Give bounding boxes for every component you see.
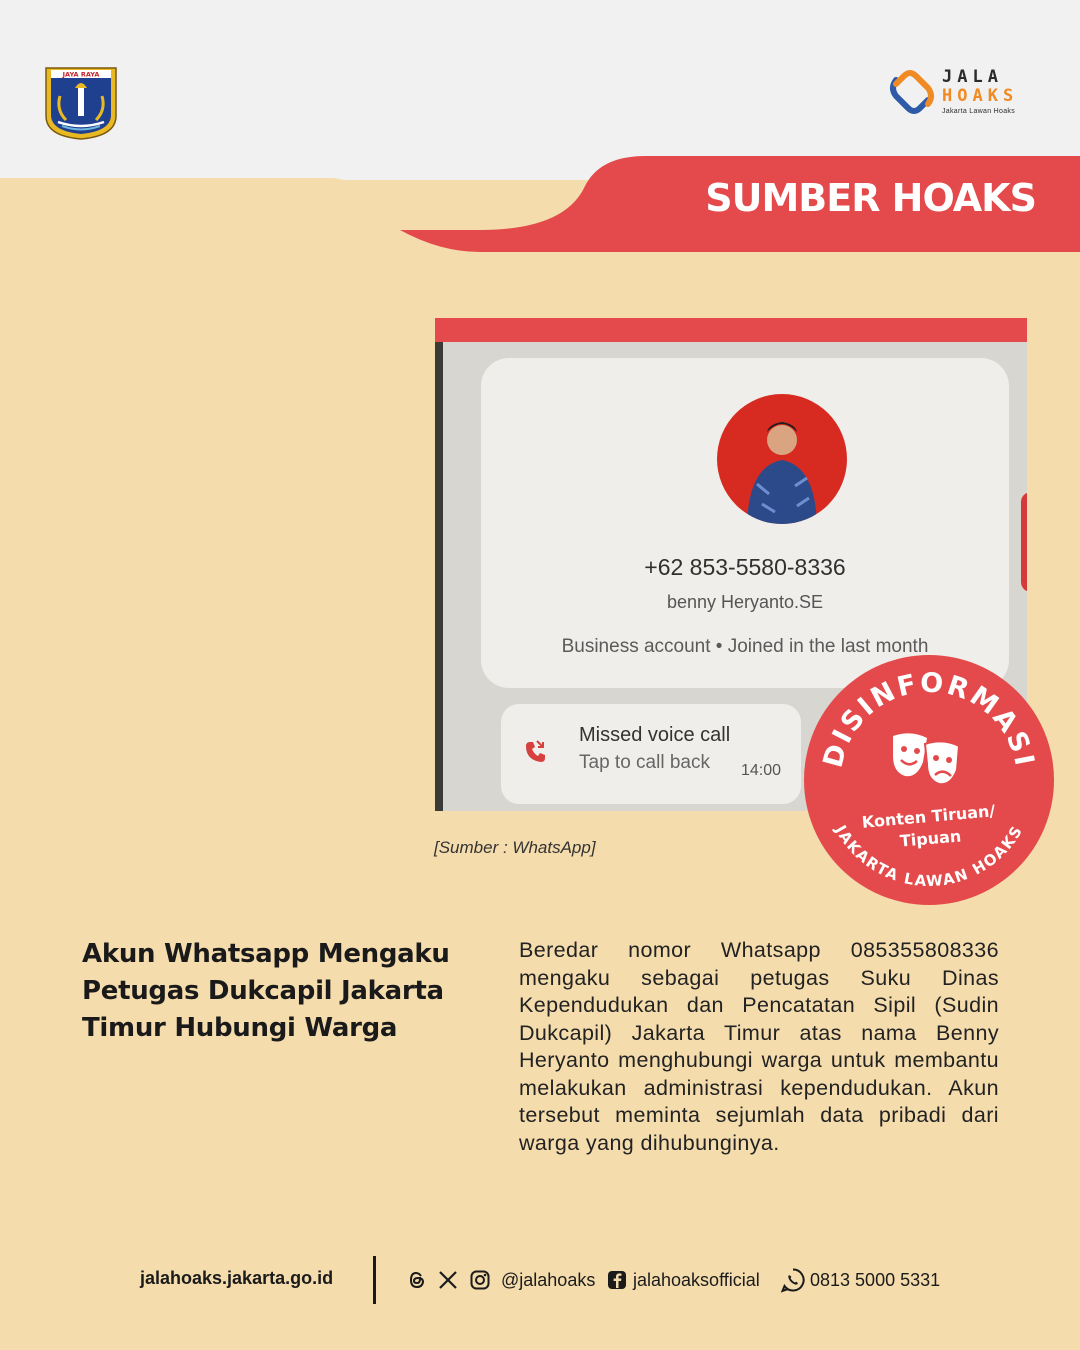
jala-hoaks-mark-icon — [888, 68, 936, 116]
person-photo-icon — [717, 394, 847, 524]
brand-line2: HOAKS — [942, 86, 1019, 106]
missed-call-bubble — [501, 704, 801, 804]
svg-text:JAYA RAYA: JAYA RAYA — [62, 70, 100, 79]
footer-divider — [373, 1256, 376, 1304]
stamp-label-bottom: JAKARTA LAWAN HOAKS — [831, 822, 1027, 891]
missed-call-subtitle: Tap to call back — [579, 752, 710, 773]
footer — [0, 1256, 1080, 1306]
article-headline: Akun Whatsapp Mengaku Petugas Dukcapil Jakarta Timur Hubungi Warga — [82, 939, 450, 1043]
missed-call-icon — [523, 738, 549, 764]
source-caption: [Sumber : WhatsApp] — [434, 838, 596, 857]
jala-hoaks-logo — [888, 64, 1038, 120]
instagram-icon[interactable] — [469, 1269, 491, 1291]
brand-line1: JALA — [942, 67, 1003, 87]
article-body: Beredar nomor Whatsapp 085355808336 mengaku sebagai petugas Suku Dinas Kependudukan dan Pencatatan Sipil (Sudin Dukcapil) Jakarta Timur atas nama Benny Heryanto menghubungi warga untuk membantu melakukan administrasi kependudukan. Akun tersebut meminta sejumlah data pribadi dari warga yang dihubunginya. — [519, 938, 999, 1155]
contact-phone-number: +62 853-5580-8336 — [644, 554, 846, 580]
dki-jakarta-emblem-logo — [44, 66, 118, 140]
whatsapp-icon[interactable] — [780, 1267, 806, 1293]
threads-icon[interactable] — [406, 1269, 428, 1291]
footer-facebook[interactable]: jalahoaksofficial — [633, 1270, 760, 1290]
missed-call-time: 14:00 — [741, 762, 782, 779]
contact-name: benny Heryanto.SE — [666, 592, 824, 612]
brand-tagline: Jakarta Lawan Hoaks — [942, 108, 1016, 115]
missed-call-title: Missed voice call — [579, 724, 731, 746]
contact-meta: Business account • Joined in the last month — [561, 636, 929, 657]
profile-card — [481, 358, 1009, 688]
screen-edge-accent — [1021, 492, 1027, 592]
footer-whatsapp-number[interactable]: 0813 5000 5331 — [810, 1270, 941, 1290]
stamp-category-line1: Konten Tiruan/ — [861, 801, 996, 832]
facebook-icon[interactable] — [606, 1269, 628, 1291]
stamp-category-line2: Tipuan — [899, 826, 962, 851]
footer-social-handle[interactable]: @jalahoaks — [501, 1270, 596, 1290]
screenshot-top-bar — [435, 318, 1027, 342]
section-title: SUMBER HOAKS — [705, 176, 1036, 220]
disinformasi-stamp — [801, 652, 1057, 908]
stamp-label-top: DISINFORMASI — [817, 667, 1041, 771]
x-twitter-icon[interactable] — [437, 1269, 459, 1291]
footer-website-link[interactable]: jalahoaks.jakarta.go.id — [140, 1268, 334, 1288]
avatar — [717, 394, 847, 524]
